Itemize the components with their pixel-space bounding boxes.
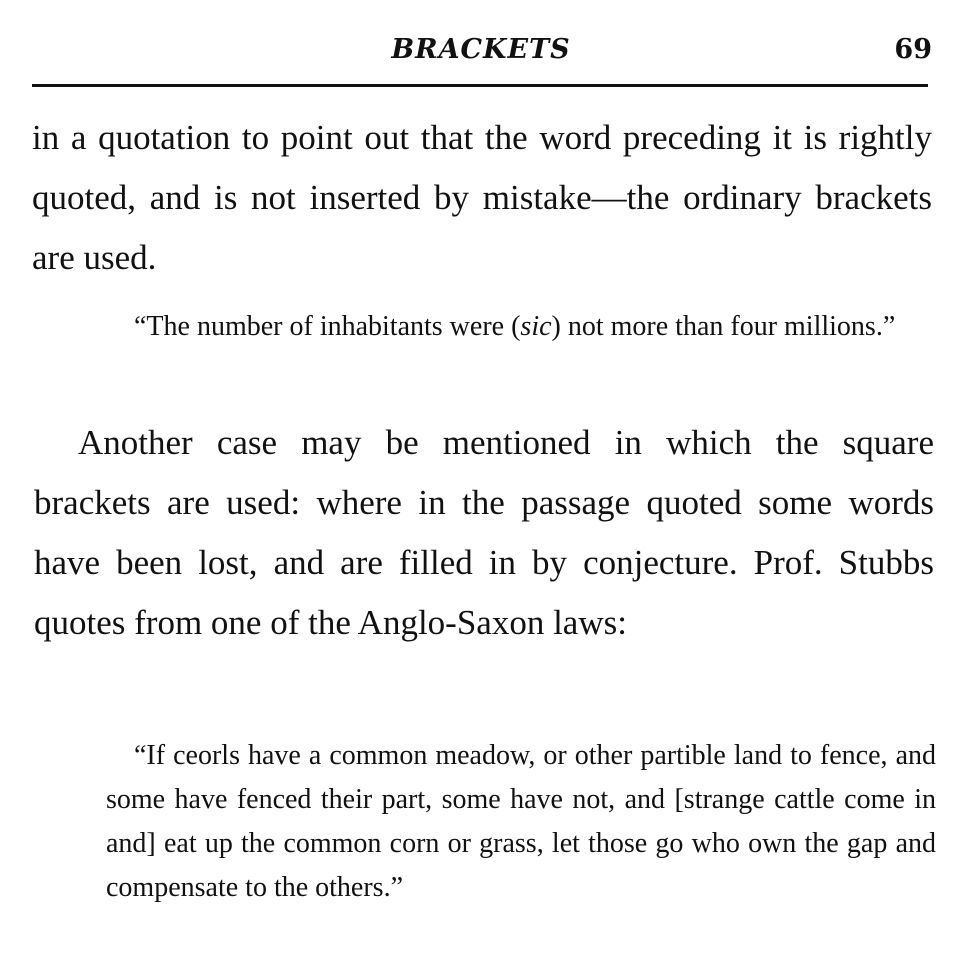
paragraph-square-brackets: Another case may be mentioned in which the square brackets are used: where in the passage quoted some words have been lost, and are filled in by conjecture. Prof. Stubbs quotes from one of the Anglo-Saxon laws: [34, 423, 934, 642]
sic-term: sic [520, 311, 552, 342]
quote-text-after: ) not more than four millions.” [551, 311, 896, 342]
page-number: 69 [894, 34, 932, 65]
quote-text-before: “The number of inhabitants were ( [134, 311, 521, 342]
running-title: BRACKETS [391, 34, 571, 65]
paragraph-continued: in a quotation to point out that the word preceding it is rightly quoted, and is not inserted by mistake—the ordinary brackets are used. [32, 118, 932, 277]
block-quote-anglo-saxon-law: “If ceorls have a common meadow, or other partible land to fence, and some have fenced their part, some have not, and [strange cattle come in and] eat up the common corn or grass, let those go who own the gap and compensate to the others.” [106, 740, 936, 903]
running-head [30, 30, 932, 70]
header-rule [32, 84, 928, 87]
block-quote-sic [104, 306, 932, 348]
